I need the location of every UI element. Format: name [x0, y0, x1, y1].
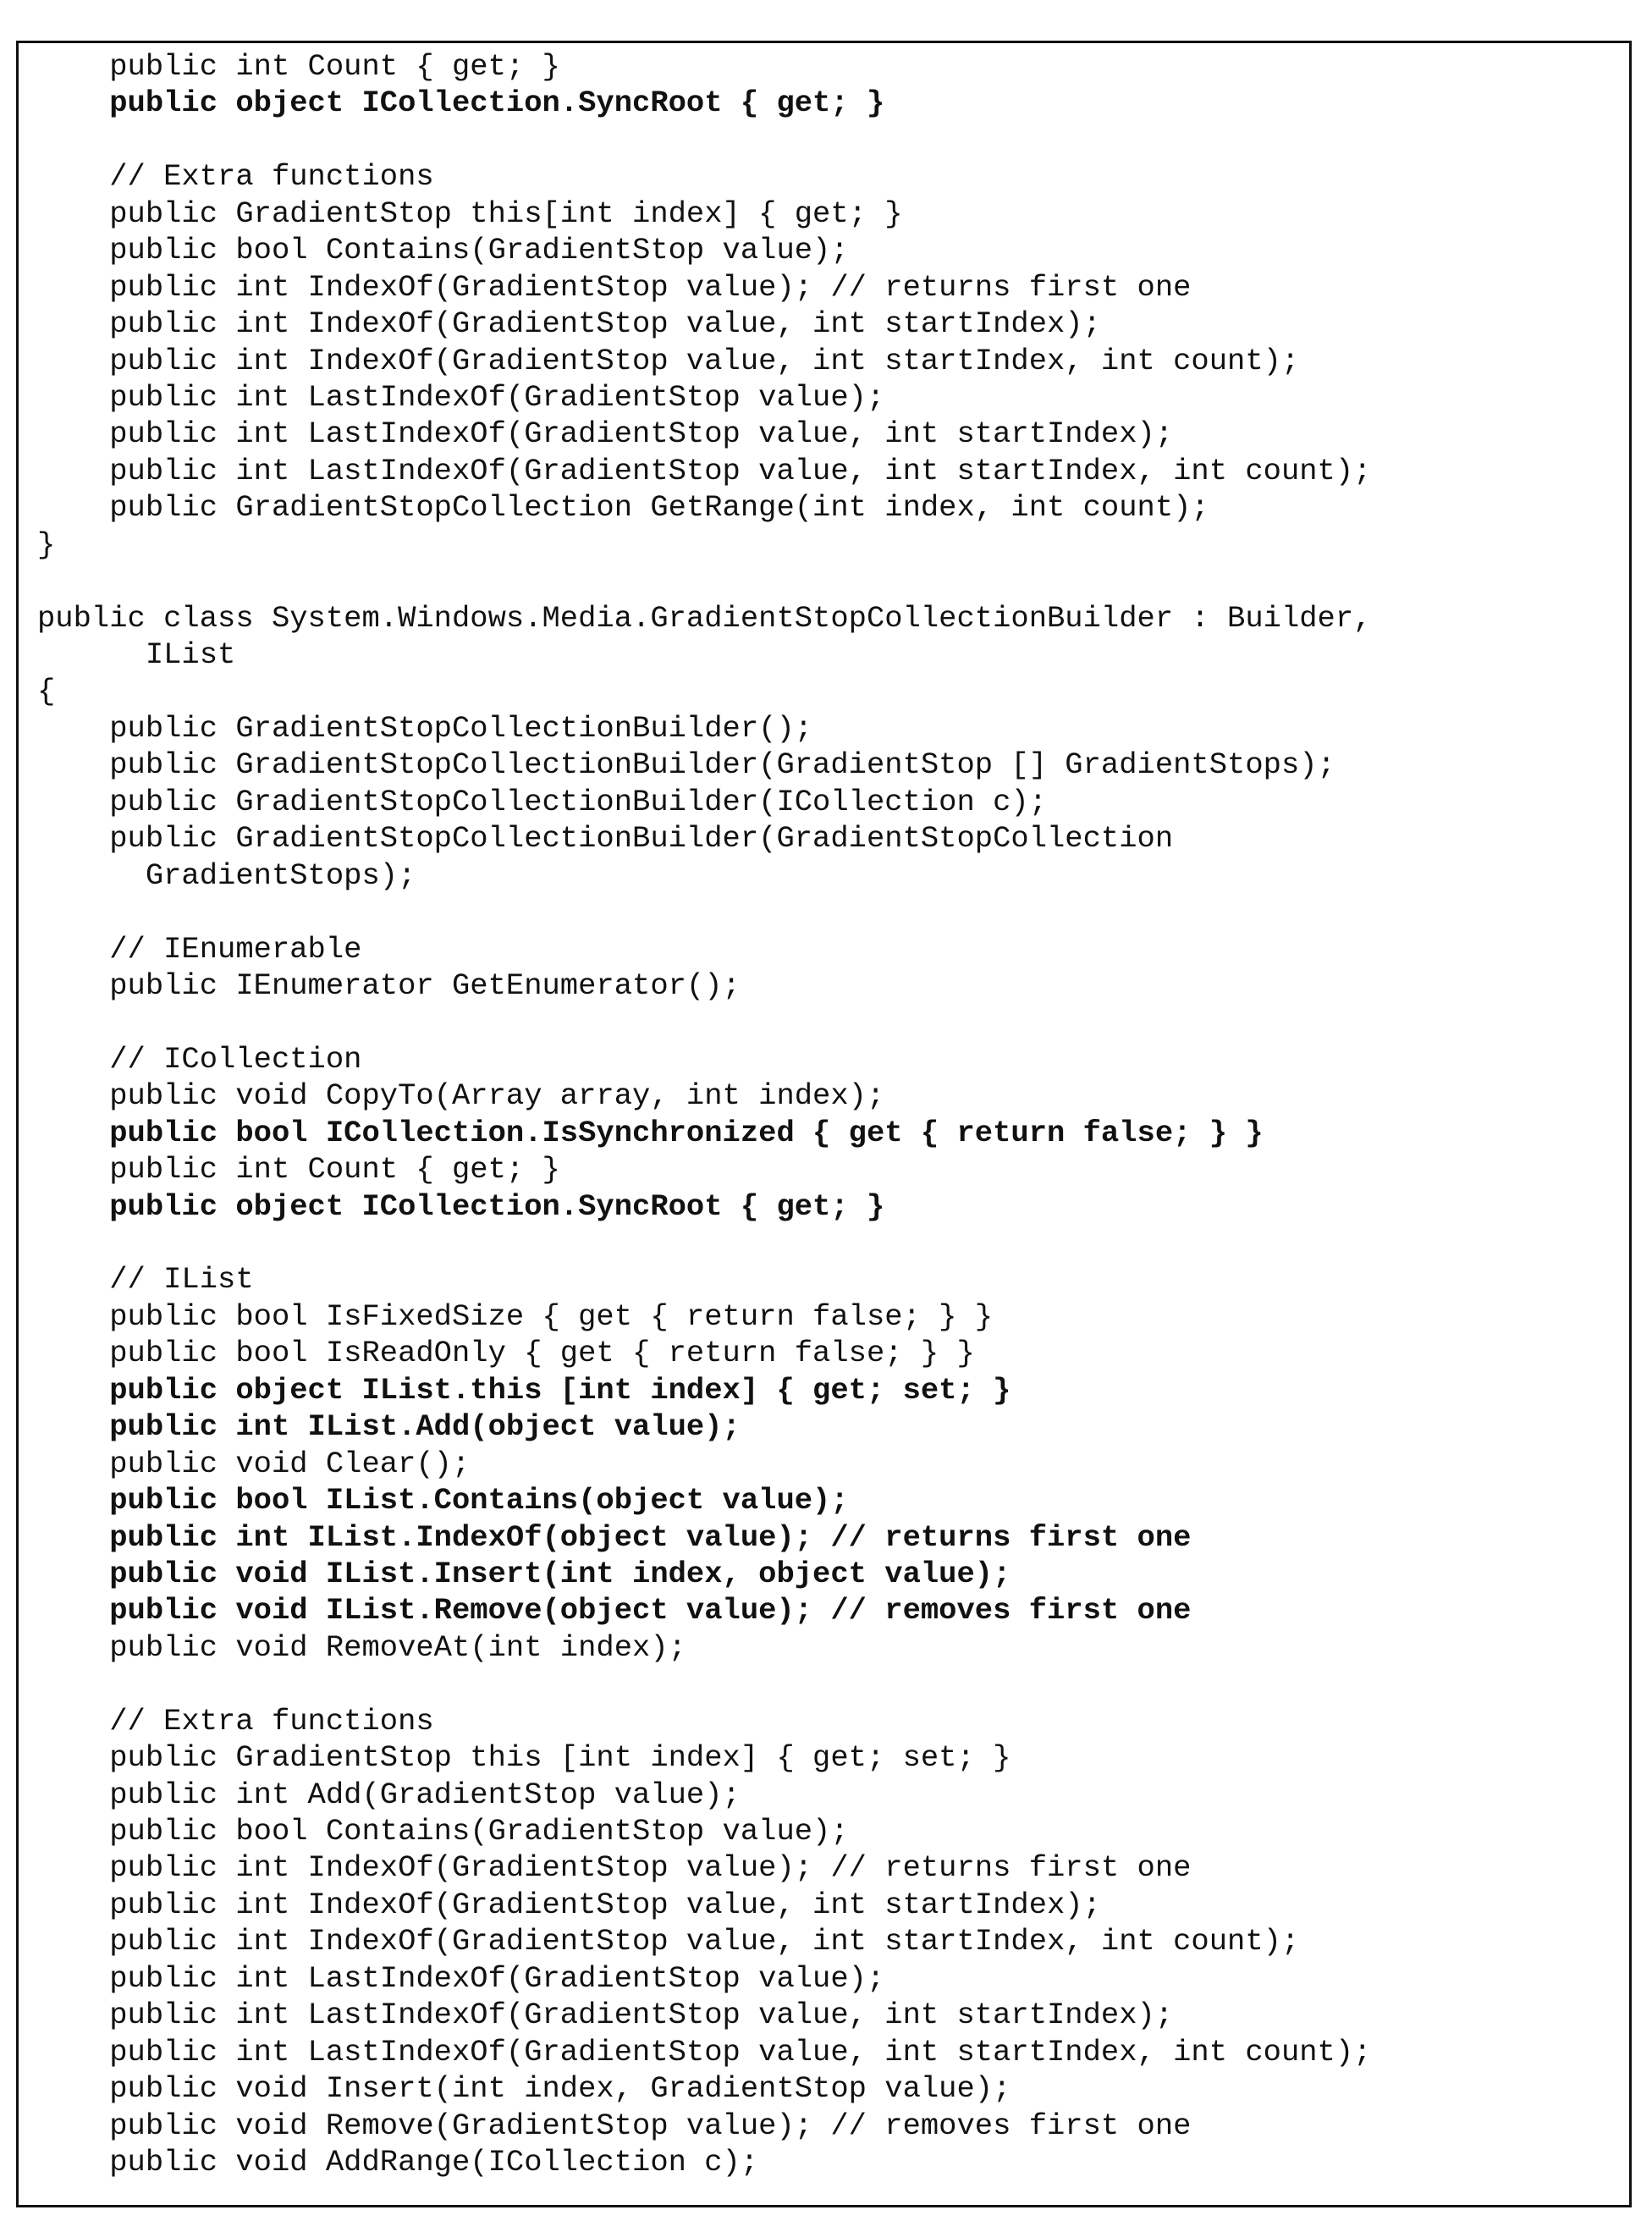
code-line: public GradientStop this [int index] { get; set; }	[37, 1740, 1011, 1776]
code-line: public bool IsFixedSize { get { return false; } }	[37, 1298, 994, 1334]
code-line: public GradientStop this[int index] { get; }	[37, 196, 903, 231]
code-line: public void Insert(int index, GradientStop value);	[37, 2071, 1011, 2107]
code-line: public int IndexOf(GradientStop value, int startIndex, int count);	[37, 343, 1300, 378]
code-line: // IList	[37, 1262, 254, 1298]
code-line: public void IList.Remove(object value); // removes first one	[37, 1593, 1192, 1629]
code-line: public int IndexOf(GradientStop value, int startIndex);	[37, 306, 1101, 342]
code-line: public int IndexOf(GradientStop value, int startIndex);	[37, 1887, 1101, 1922]
code-line: // Extra functions	[37, 159, 434, 195]
code-line: public bool ICollection.IsSynchronized { get { return false; } }	[37, 1115, 1264, 1150]
code-line: {	[37, 674, 56, 709]
code-line: public GradientStopCollectionBuilder(ICollection c);	[37, 784, 1047, 819]
code-line: public object ICollection.SyncRoot { get; }	[37, 1188, 885, 1224]
code-line: public bool Contains(GradientStop value);	[37, 1814, 849, 1849]
code-line: public int LastIndexOf(GradientStop value);	[37, 379, 885, 415]
code-line: public int LastIndexOf(GradientStop value, int startIndex);	[37, 416, 1174, 452]
code-line: public int IList.IndexOf(object value); // returns first one	[37, 1519, 1192, 1555]
code-line: IList	[37, 637, 236, 672]
code-line: public GradientStopCollection GetRange(int index, int count);	[37, 490, 1209, 526]
code-line	[37, 1225, 1371, 1261]
code-line: public object IList.this [int index] { get; set; }	[37, 1372, 1011, 1408]
code-line: public GradientStopCollectionBuilder(GradientStop [] GradientStops);	[37, 747, 1335, 783]
code-line: public int LastIndexOf(GradientStop value, int startIndex);	[37, 1998, 1174, 2033]
code-line: public void Remove(GradientStop value); // removes first one	[37, 2108, 1192, 2143]
code-line: public void CopyTo(Array array, int index);	[37, 1078, 885, 1114]
code-line: public object ICollection.SyncRoot { get; }	[37, 85, 885, 121]
code-line: public void RemoveAt(int index);	[37, 1629, 686, 1665]
code-line: public bool IList.Contains(object value);	[37, 1483, 849, 1518]
code-line: public int LastIndexOf(GradientStop value, int startIndex, int count);	[37, 2034, 1372, 2069]
code-line	[37, 1666, 1371, 1702]
code-listing-box	[16, 41, 1632, 2207]
code-line: public void IList.Insert(int index, object value);	[37, 1556, 1011, 1591]
code-listing	[37, 48, 1371, 2180]
code-line	[37, 122, 1371, 158]
code-line	[37, 563, 1371, 599]
code-line: GradientStops);	[37, 857, 416, 893]
code-line: public int LastIndexOf(GradientStop value);	[37, 1960, 885, 1996]
code-line: public int IndexOf(GradientStop value, int startIndex, int count);	[37, 1924, 1300, 1959]
code-line: public int IndexOf(GradientStop value); // returns first one	[37, 269, 1192, 305]
code-line	[37, 894, 1371, 930]
code-line: public bool IsReadOnly { get { return false; } }	[37, 1336, 975, 1371]
code-line: public bool Contains(GradientStop value);	[37, 233, 849, 268]
code-line: public IEnumerator GetEnumerator();	[37, 967, 741, 1003]
code-line: // IEnumerable	[37, 931, 362, 967]
code-line	[37, 1004, 1371, 1040]
code-line: public int Count { get; }	[37, 49, 560, 84]
code-line: public GradientStopCollectionBuilder(GradientStopCollection	[37, 821, 1174, 857]
code-line: public class System.Windows.Media.GradientStopCollectionBuilder : Builder,	[37, 600, 1372, 636]
code-line: public int IndexOf(GradientStop value); // returns first one	[37, 1850, 1192, 1886]
code-line: public void Clear();	[37, 1446, 471, 1481]
code-line: public int LastIndexOf(GradientStop value, int startIndex, int count);	[37, 453, 1372, 488]
code-line: public void AddRange(ICollection c);	[37, 2144, 759, 2180]
code-line: public int IList.Add(object value);	[37, 1409, 741, 1445]
code-line: public int Add(GradientStop value);	[37, 1777, 741, 1812]
code-line: public int Count { get; }	[37, 1152, 560, 1188]
code-line: }	[37, 526, 56, 562]
code-line: // Extra functions	[37, 1703, 434, 1739]
code-line: public GradientStopCollectionBuilder();	[37, 710, 813, 746]
code-line: // ICollection	[37, 1041, 362, 1077]
